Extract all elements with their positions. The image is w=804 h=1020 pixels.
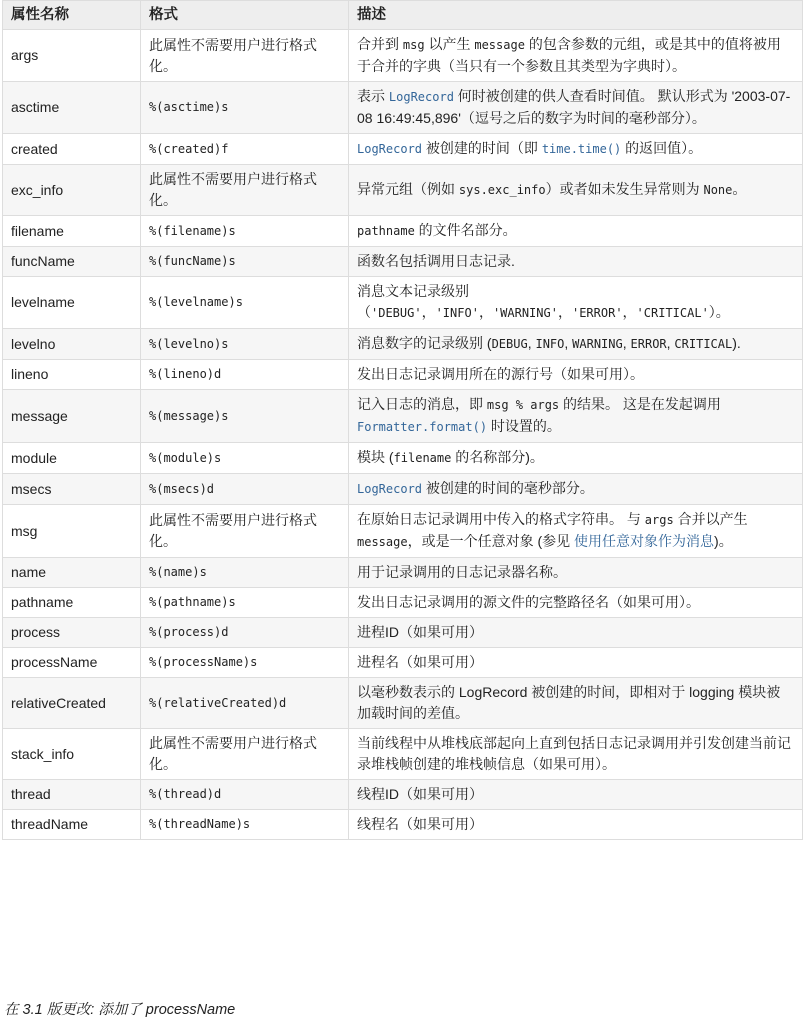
description-text: ）。 (708, 304, 730, 320)
format-cell: %(levelname)s (141, 277, 349, 329)
description-cell (349, 360, 803, 390)
log-record-attributes-table (2, 0, 803, 840)
description-text: 被创建的时间（即 (422, 140, 542, 156)
format-cell: 此属性不需要用户进行格式化。 (141, 30, 349, 82)
description-cell (349, 390, 803, 443)
attribute-name-cell: funcName (3, 247, 141, 277)
attribute-name-cell: stack_info (3, 729, 141, 780)
inline-code: 'ERROR' (571, 306, 623, 320)
table-row (3, 780, 803, 810)
description-text: ，或是一个任意对象 (参见 (407, 533, 575, 549)
table-row (3, 82, 803, 134)
table-row (3, 474, 803, 505)
inline-code: message (474, 38, 525, 52)
description-text: 在原始日志记录调用中传入的格式字符串。 与 (357, 511, 645, 527)
format-cell: %(filename)s (141, 216, 349, 247)
attribute-name-cell: name (3, 558, 141, 588)
header-description: 描述 (349, 1, 803, 30)
inline-code: filename (393, 451, 452, 465)
table-row (3, 390, 803, 443)
format-cell: %(name)s (141, 558, 349, 588)
description-text: 以产生 (424, 36, 475, 52)
format-cell: %(lineno)d (141, 360, 349, 390)
doc-link[interactable] (542, 140, 621, 156)
doc-link[interactable] (357, 140, 422, 156)
description-text: 函数名包括调用日志记录. (357, 253, 515, 269)
format-cell: %(msecs)d (141, 474, 349, 505)
attribute-name-cell: asctime (3, 82, 141, 134)
description-text: , (564, 335, 573, 351)
description-cell (349, 678, 803, 729)
inline-code: sys.exc_info (458, 183, 546, 197)
description-text: 记入日志的消息，即 (357, 396, 487, 412)
attribute-name-cell: levelno (3, 329, 141, 360)
description-cell (349, 216, 803, 247)
format-cell: %(thread)d (141, 780, 349, 810)
description-text: 用于记录调用的日志记录器名称。 (357, 564, 567, 580)
description-cell (349, 165, 803, 216)
inline-code: args (644, 513, 674, 527)
description-text: 进程ID（如果可用） (357, 624, 483, 640)
description-text: 线程名（如果可用） (357, 816, 483, 832)
version-change-note: 在 3.1 版更改: 添加了 processName (4, 1002, 236, 1018)
description-text: 的文件名部分。 (414, 222, 517, 238)
attribute-name-cell: lineno (3, 360, 141, 390)
description-cell (349, 247, 803, 277)
description-cell (349, 558, 803, 588)
attribute-name-cell: relativeCreated (3, 678, 141, 729)
format-cell: %(module)s (141, 443, 349, 474)
description-text: )。 (714, 533, 733, 549)
format-cell: %(relativeCreated)d (141, 678, 349, 729)
description-text: 表示 (357, 88, 389, 104)
table-row (3, 588, 803, 618)
description-text: 合并到 (357, 36, 403, 52)
description-cell (349, 443, 803, 474)
code-link[interactable]: LogRecord (357, 482, 423, 496)
description-text: ). (732, 335, 741, 351)
table-row (3, 618, 803, 648)
description-text: 模块 ( (357, 449, 394, 465)
inline-code: CRITICAL (674, 337, 733, 351)
table-row (3, 678, 803, 729)
description-cell (349, 329, 803, 360)
attribute-name-cell: process (3, 618, 141, 648)
format-cell: %(levelno)s (141, 329, 349, 360)
header-attribute-name: 属性名称 (3, 1, 141, 30)
attribute-name-cell: msg (3, 505, 141, 558)
description-text: 时设置的。 (487, 418, 561, 434)
description-cell (349, 277, 803, 329)
inline-code: INFO (535, 337, 565, 351)
description-text: 的返回值）。 (621, 140, 703, 156)
description-text: 。 (732, 181, 747, 197)
table-row (3, 810, 803, 840)
table-header-row (3, 1, 803, 30)
inline-code: 'DEBUG' (371, 306, 422, 320)
inline-code: pathname (357, 224, 415, 238)
doc-link[interactable] (357, 418, 487, 434)
table-row (3, 216, 803, 247)
table-row (3, 558, 803, 588)
description-text: , (622, 335, 631, 351)
description-cell (349, 474, 803, 505)
format-cell: 此属性不需要用户进行格式化。 (141, 729, 349, 780)
inline-code: 'INFO' (435, 306, 479, 320)
table-row (3, 277, 803, 329)
description-text: ）或者如未发生异常则为 (545, 181, 704, 197)
inline-code: 'CRITICAL' (636, 306, 709, 320)
table-row (3, 134, 803, 165)
attribute-name-cell: processName (3, 648, 141, 678)
format-cell: 此属性不需要用户进行格式化。 (141, 505, 349, 558)
description-text: , (666, 335, 675, 351)
description-text: 线程ID（如果可用） (357, 786, 483, 802)
description-cell (349, 588, 803, 618)
description-text: 消息数字的记录级别 ( (357, 335, 492, 351)
inline-code: WARNING (572, 337, 623, 351)
inline-code: message (357, 535, 408, 549)
table-row (3, 443, 803, 474)
code-link[interactable]: LogRecord (357, 142, 423, 156)
table-row (3, 247, 803, 277)
format-cell: %(message)s (141, 390, 349, 443)
description-text: 异常元组（例如 (357, 181, 459, 197)
description-cell (349, 505, 803, 558)
table-row (3, 505, 803, 558)
table-row (3, 648, 803, 678)
inline-code: None (703, 183, 733, 197)
description-cell (349, 810, 803, 840)
doc-link[interactable]: 使用任意对象作为消息 (574, 533, 715, 549)
attribute-name-cell: msecs (3, 474, 141, 505)
description-cell (349, 618, 803, 648)
attribute-name-cell: module (3, 443, 141, 474)
attribute-name-cell: levelname (3, 277, 141, 329)
attribute-name-cell: filename (3, 216, 141, 247)
attribute-name-cell: created (3, 134, 141, 165)
inline-code: msg % args (486, 398, 560, 412)
attribute-name-cell: thread (3, 780, 141, 810)
description-cell (349, 134, 803, 165)
format-cell: %(funcName)s (141, 247, 349, 277)
description-text: , (527, 335, 536, 351)
description-text: 发出日志记录调用所在的源行号（如果可用）。 (357, 366, 644, 382)
format-cell: %(processName)s (141, 648, 349, 678)
description-cell (349, 82, 803, 134)
inline-code: 'WARNING' (492, 306, 558, 320)
description-text: 发出日志记录调用的源文件的完整路径名（如果可用）。 (357, 594, 700, 610)
table-row (3, 360, 803, 390)
format-cell: %(process)d (141, 618, 349, 648)
description-text: 的包含参数的元组，或是其中的值将被用于合并的字典（当只有一个参数且其类型为字典时）。 (357, 36, 781, 74)
attribute-name-cell: exc_info (3, 165, 141, 216)
inline-code: msg (402, 38, 425, 52)
description-text: ， (622, 304, 637, 320)
code-link[interactable]: time.time() (541, 142, 622, 156)
description-cell (349, 780, 803, 810)
attribute-name-cell: threadName (3, 810, 141, 840)
description-text: 的名称部分)。 (451, 449, 544, 465)
description-text: 被创建的时间的毫秒部分。 (422, 480, 594, 496)
table-body (3, 30, 803, 840)
description-cell (349, 30, 803, 82)
format-cell: %(pathname)s (141, 588, 349, 618)
doc-link[interactable] (357, 480, 422, 496)
inline-code: ERROR (630, 337, 667, 351)
description-text: 的结果。 这是在发起调用 (559, 396, 721, 412)
description-cell (349, 648, 803, 678)
format-cell: %(asctime)s (141, 82, 349, 134)
format-cell: %(threadName)s (141, 810, 349, 840)
table-row (3, 329, 803, 360)
code-link[interactable]: Formatter.format() (357, 420, 488, 434)
inline-code: DEBUG (491, 337, 528, 351)
doc-link[interactable] (389, 88, 454, 104)
description-text: ， (421, 304, 436, 320)
description-cell (349, 729, 803, 780)
attribute-name-cell: message (3, 390, 141, 443)
description-text: 进程名（如果可用） (357, 654, 483, 670)
format-cell: %(created)f (141, 134, 349, 165)
description-text: ， (557, 304, 572, 320)
description-text: 当前线程中从堆栈底部起向上直到包括日志记录调用并引发创建当前记录堆栈帧创建的堆栈帧信息（如果可用）。 (357, 735, 791, 772)
code-link[interactable]: LogRecord (388, 90, 454, 104)
description-text: 以毫秒数表示的 LogRecord 被创建的时间，即相对于 logging 模块被加载时间的差值。 (357, 684, 781, 721)
description-text: 消息文本记录级别（ (357, 283, 469, 320)
table-row (3, 30, 803, 82)
header-format: 格式 (141, 1, 349, 30)
description-text: ， (478, 304, 493, 320)
description-text: 合并以产生 (673, 511, 748, 527)
attribute-name-cell: pathname (3, 588, 141, 618)
table-row (3, 729, 803, 780)
description-text: 何时被创建的供人查看时间值。 默认形式为 '2003-07-08 16:49:45,896'（逗号之后的数字为时间的毫秒部分）。 (357, 88, 791, 126)
attribute-name-cell: args (3, 30, 141, 82)
format-cell: 此属性不需要用户进行格式化。 (141, 165, 349, 216)
table-row (3, 165, 803, 216)
